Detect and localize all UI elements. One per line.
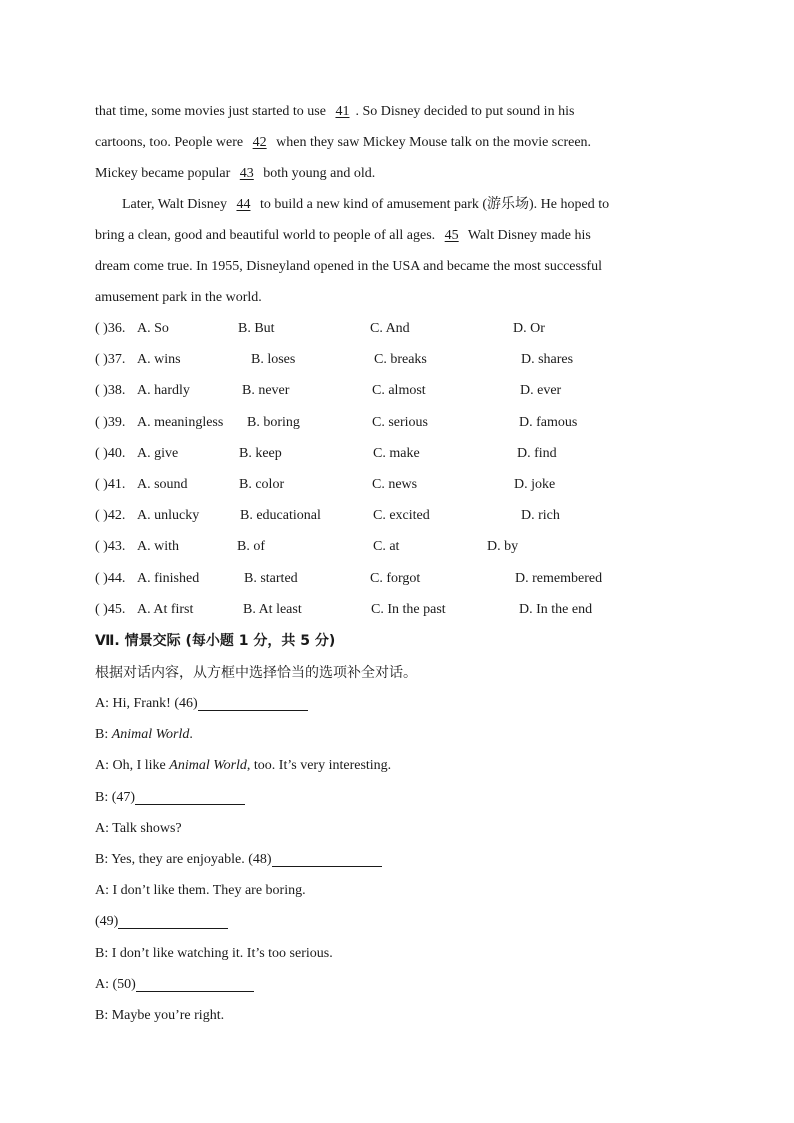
blank-42: 42: [252, 135, 267, 150]
blank-43: 43: [239, 166, 254, 181]
option-d: D. rich: [521, 508, 560, 524]
question-row: [95, 375, 715, 406]
dialog-line: A: Talk shows?: [95, 820, 182, 836]
passage-paragraph-1: [95, 96, 695, 189]
question-number: ( )45.: [95, 601, 126, 617]
passage-line: bring a clean, good and beautiful world to people of all ages. 45 Walt Disney made his: [95, 220, 695, 251]
dialog-line: A: I don’t like them. They are boring.: [95, 883, 306, 899]
answer-blank-46: [198, 692, 308, 711]
answer-blank-49: [118, 910, 228, 929]
dialog-line: A: Hi, Frank! (46): [95, 688, 715, 719]
question-number: ( )43.: [95, 539, 126, 555]
option-b: B. never: [242, 383, 290, 399]
option-d: D. In the end: [519, 601, 593, 617]
option-a: A. with: [137, 539, 179, 555]
question-number: ( )38.: [95, 383, 126, 399]
option-d: D. find: [517, 445, 557, 461]
answer-blank-48: [272, 848, 382, 867]
section-instruction: 根据对话内容，从方框中选择恰当的选项补全对话。: [95, 665, 417, 681]
option-a: A. meaningless: [137, 414, 224, 430]
option-c: C. at: [373, 539, 400, 555]
question-number: ( )42.: [95, 508, 126, 524]
option-d: D. Or: [513, 321, 545, 336]
option-a: A. unlucky: [137, 508, 200, 524]
option-b: B. educational: [240, 508, 321, 524]
option-d: D. shares: [521, 352, 574, 368]
question-number: ( )36.: [95, 321, 126, 336]
question-row: [95, 313, 715, 344]
option-b: B. But: [238, 321, 275, 336]
passage-line: Later, Walt Disney 44 to build a new kind of amusement park (游乐场). He hoped to: [95, 189, 695, 220]
passage-line: Mickey became popular 43 both young and old.: [95, 158, 695, 189]
option-b: B. boring: [247, 414, 300, 430]
option-c: C. make: [373, 445, 420, 461]
passage-line: that time, some movies just started to use 41 . So Disney decided to put sound in his: [95, 96, 695, 127]
question-row: [95, 563, 715, 594]
question-row: [95, 531, 715, 562]
option-a: A. give: [137, 445, 179, 461]
passage-line: cartoons, too. People were 42 when they saw Mickey Mouse talk on the movie screen.: [95, 127, 695, 158]
option-d: D. famous: [519, 414, 578, 430]
option-a: A. At first: [137, 601, 194, 617]
option-c: C. serious: [372, 414, 428, 430]
question-number: ( )37.: [95, 352, 126, 368]
option-c: C. And: [370, 321, 410, 336]
cloze-options: [95, 313, 715, 625]
question-row: [95, 438, 715, 469]
question-row: [95, 344, 715, 375]
option-c: C. news: [372, 476, 418, 492]
option-b: B. At least: [243, 601, 302, 617]
option-c: C. forgot: [370, 570, 421, 586]
option-d: D. joke: [514, 476, 556, 492]
option-c: C. In the past: [371, 601, 446, 617]
question-number: ( )39.: [95, 414, 126, 430]
dialog-line: B: (47): [95, 782, 715, 813]
dialog: [95, 688, 715, 1031]
option-c: C. excited: [373, 508, 430, 524]
dialog-line: A: Oh, I like Animal World, too. It’s very interesting.: [95, 758, 392, 774]
question-row: [95, 407, 715, 438]
option-c: C. breaks: [374, 352, 427, 368]
blank-41: 41: [335, 104, 350, 119]
option-d: D. ever: [520, 383, 562, 399]
option-b: B. keep: [239, 445, 282, 461]
option-b: B. color: [239, 476, 285, 492]
option-b: B. started: [244, 570, 298, 586]
question-number: ( )40.: [95, 445, 126, 461]
dialog-line: (49): [95, 906, 715, 937]
passage-paragraph-2: [95, 189, 695, 313]
answer-blank-47: [135, 786, 245, 805]
blank-45: 45: [444, 228, 459, 243]
option-c: C. almost: [372, 383, 426, 399]
question-number: ( )44.: [95, 570, 126, 586]
option-d: D. remembered: [515, 570, 603, 586]
option-a: A. So: [137, 321, 169, 336]
option-a: A. finished: [137, 570, 200, 586]
passage-line: dream come true. In 1955, Disneyland opened in the USA and became the most successful: [95, 259, 602, 274]
dialog-line: B: Animal World.: [95, 727, 193, 743]
passage-line: amusement park in the world.: [95, 290, 262, 305]
option-a: A. hardly: [137, 383, 190, 399]
question-row: [95, 500, 715, 531]
question-number: ( )41.: [95, 476, 126, 492]
question-row: [95, 594, 715, 625]
option-b: B. of: [237, 539, 265, 555]
dialog-line: B: I don’t like watching it. It’s too serious.: [95, 945, 333, 961]
dialog-line: B: Maybe you’re right.: [95, 1007, 225, 1023]
dialog-line: B: Yes, they are enjoyable. (48): [95, 844, 715, 875]
section-title: Ⅶ. 情景交际 (每小题 1 分，共 5 分): [95, 633, 336, 649]
option-a: A. wins: [137, 352, 181, 368]
option-d: D. by: [487, 539, 519, 555]
answer-blank-50: [136, 973, 254, 992]
option-a: A. sound: [137, 476, 188, 492]
blank-44: 44: [236, 197, 251, 212]
question-row: [95, 469, 715, 500]
dialog-line: A: (50): [95, 969, 715, 1000]
option-b: B. loses: [251, 352, 296, 368]
